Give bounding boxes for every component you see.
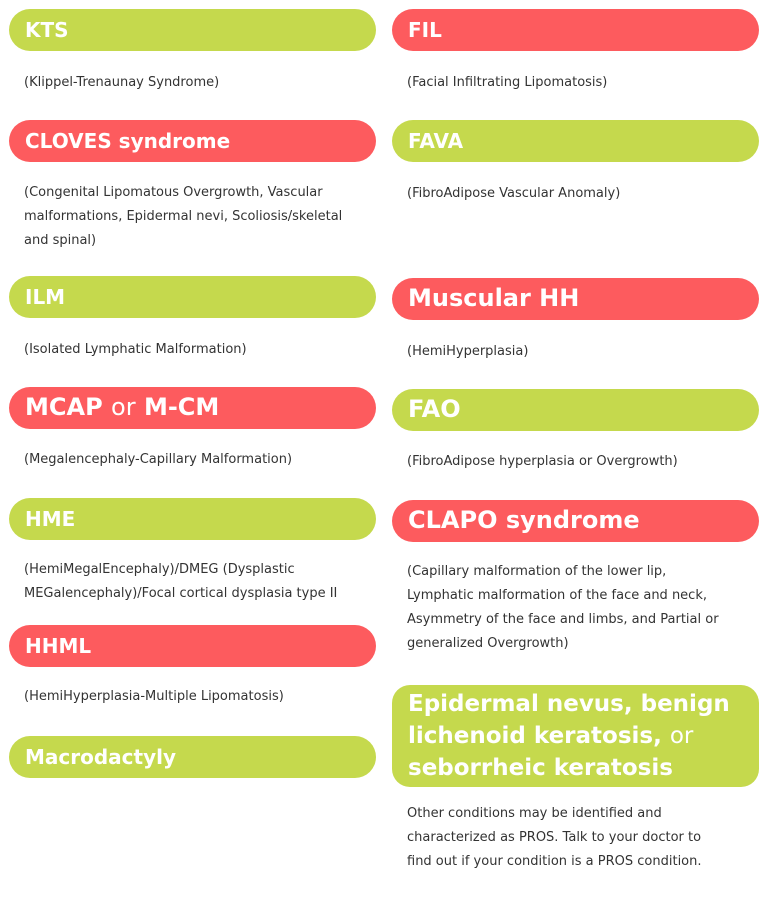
condition-title-b: seborrheic keratosis bbox=[408, 755, 673, 781]
condition-fava-description: (FibroAdipose Vascular Anomaly) bbox=[407, 186, 621, 201]
condition-title: CLAPO syndrome bbox=[408, 506, 640, 534]
condition-title: Muscular HH bbox=[408, 284, 580, 312]
condition-cloves-header bbox=[9, 120, 376, 162]
other-conditions-note: Other conditions may be identified and characterized as PROS. Talk to your doctor to find out if your condition is a PROS condition. bbox=[407, 806, 702, 869]
condition-title-b: M-CM bbox=[143, 393, 220, 421]
condition-fil-header bbox=[392, 9, 759, 51]
condition-epidermal-nevus-header bbox=[392, 685, 759, 787]
condition-clapo-header bbox=[392, 500, 759, 542]
condition-hhml-description: (HemiHyperplasia-Multiple Lipomatosis) bbox=[24, 689, 284, 704]
condition-hme-header bbox=[9, 498, 376, 540]
condition-hhml-header bbox=[9, 625, 376, 667]
condition-title: FAVA bbox=[408, 129, 464, 153]
condition-title: Macrodactyly bbox=[25, 745, 177, 769]
condition-macrodactyly-header bbox=[9, 736, 376, 778]
condition-ilm-header bbox=[9, 276, 376, 318]
condition-kts-description: (Klippel-Trenaunay Syndrome) bbox=[24, 75, 220, 90]
condition-muscular-hh-header bbox=[392, 278, 759, 320]
condition-title: HHML bbox=[25, 634, 92, 658]
condition-title: HME bbox=[25, 507, 76, 531]
condition-cloves-description: (Congenital Lipomatous Overgrowth, Vascular malformations, Epidermal nevi, Scoliosis/skeletal and spinal) bbox=[24, 185, 343, 248]
condition-title: KTS bbox=[25, 18, 69, 42]
condition-title-a: MCAP bbox=[25, 393, 103, 421]
condition-title: FAO bbox=[408, 395, 461, 423]
condition-ilm-description: (Isolated Lymphatic Malformation) bbox=[24, 342, 247, 357]
condition-title: CLOVES syndrome bbox=[25, 129, 231, 153]
condition-mcap-description: (Megalencephaly-Capillary Malformation) bbox=[24, 452, 293, 467]
condition-muscular-hh-description: (HemiHyperplasia) bbox=[407, 344, 529, 359]
condition-title-or: or bbox=[111, 393, 136, 421]
condition-title: ILM bbox=[25, 285, 66, 309]
condition-fao-header bbox=[392, 389, 759, 431]
condition-hme-description: (HemiMegalEncephaly)/DMEG (Dysplastic MEGalencephaly)/Focal cortical dysplasia type II bbox=[24, 562, 338, 601]
condition-fao-description: (FibroAdipose hyperplasia or Overgrowth) bbox=[407, 454, 678, 469]
condition-mcap-header bbox=[9, 387, 376, 429]
condition-kts-header bbox=[9, 9, 376, 51]
condition-title-or: or bbox=[669, 723, 694, 749]
condition-clapo-description: (Capillary malformation of the lower lip, Lymphatic malformation of the face and neck, Asymmetry of the face and limbs, and Partial or generalized Overgrowth) bbox=[407, 564, 719, 651]
condition-fil-description: (Facial Infiltrating Lipomatosis) bbox=[407, 75, 608, 90]
condition-fava-header bbox=[392, 120, 759, 162]
condition-title-a: Epidermal nevus, benign lichenoid keratosis, bbox=[408, 691, 730, 749]
condition-title: FIL bbox=[408, 18, 442, 42]
